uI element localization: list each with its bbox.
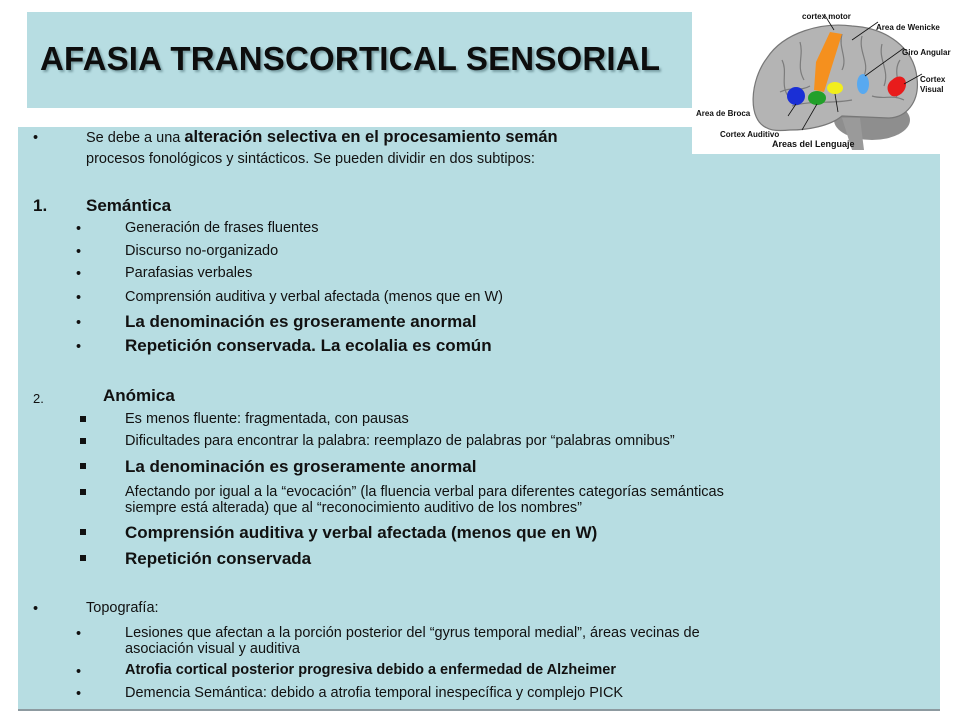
bullet-dot: • bbox=[76, 686, 82, 702]
label-cortex-visual-1: Cortex bbox=[920, 75, 946, 84]
list-item: Lesiones que afectan a la porción posterior del “gyrus temporal medial”, áreas vecinas de bbox=[125, 625, 700, 641]
brain-language-areas-diagram bbox=[692, 0, 957, 154]
label-areas-lenguaje: Areas del Lenguaje bbox=[772, 139, 855, 149]
wernicke-area bbox=[827, 82, 843, 94]
bullet-dot: • bbox=[76, 244, 82, 260]
square-bullet bbox=[80, 555, 86, 561]
bottom-divider bbox=[18, 709, 940, 711]
list-item: Discurso no-organizado bbox=[125, 243, 279, 259]
intro-bold-text: alteración selectiva en el procesamiento semán bbox=[184, 128, 558, 146]
angular-gyrus-area bbox=[857, 74, 869, 94]
square-bullet bbox=[80, 416, 86, 422]
bullet-dot: • bbox=[76, 221, 82, 237]
square-bullet bbox=[80, 529, 86, 535]
broca-area bbox=[787, 87, 805, 105]
label-giro-angular: Giro Angular bbox=[902, 48, 951, 57]
list-item: Demencia Semántica: debido a atrofia temporal inespecífica y complejo PICK bbox=[125, 685, 624, 701]
list-item: La denominación es groseramente anormal bbox=[125, 312, 477, 331]
list-item: Comprensión auditiva y verbal afectada (menos que en W) bbox=[125, 289, 503, 305]
bullet-dot: • bbox=[76, 626, 82, 642]
list-item-continuation: siempre está alterada) que al “reconocimiento auditivo de los nombres” bbox=[125, 500, 582, 516]
list-item: Atrofia cortical posterior progresiva debido a enfermedad de Alzheimer bbox=[125, 662, 616, 678]
list-item: Afectando por igual a la “evocación” (la fluencia verbal para diferentes categorías semánticas bbox=[125, 484, 724, 500]
bullet-dot: • bbox=[76, 339, 82, 355]
label-wenicke: Area de Wenicke bbox=[876, 23, 940, 32]
brain-illustration bbox=[692, 0, 957, 154]
list-item: Es menos fluente: fragmentada, con pausas bbox=[125, 411, 409, 427]
slide-title: AFASIA TRANSCORTICAL SENSORIAL bbox=[40, 40, 661, 77]
square-bullet bbox=[80, 489, 86, 495]
list-item: Repetición conservada. La ecolalia es común bbox=[125, 336, 492, 355]
section-number-1: 1. bbox=[33, 196, 48, 215]
section-heading-semantica: Semántica bbox=[86, 196, 172, 215]
intro-line-2: procesos fonológicos y sintácticos. Se pueden dividir en dos subtipos: bbox=[86, 151, 535, 167]
label-cortex-auditivo: Cortex Auditivo bbox=[720, 130, 780, 139]
bullet-dot: • bbox=[76, 315, 82, 331]
list-item: Repetición conservada bbox=[125, 549, 312, 568]
list-item-continuation: asociación visual y auditiva bbox=[125, 641, 300, 657]
square-bullet bbox=[80, 463, 86, 469]
list-item: Generación de frases fluentes bbox=[125, 220, 319, 236]
bullet-dot: • bbox=[76, 664, 82, 680]
bullet-dot: • bbox=[76, 266, 82, 282]
intro-text: Se debe a una bbox=[86, 130, 185, 146]
square-bullet bbox=[80, 438, 86, 444]
label-cortex-motor: cortex motor bbox=[802, 12, 851, 21]
list-item: La denominación es groseramente anormal bbox=[125, 457, 477, 476]
bullet-dot: • bbox=[33, 130, 39, 146]
section-heading-anomica: Anómica bbox=[103, 386, 175, 405]
section-heading-topografia: Topografía: bbox=[86, 600, 159, 616]
bullet-dot: • bbox=[33, 601, 39, 617]
list-item: Comprensión auditiva y verbal afectada (menos que en W) bbox=[125, 523, 598, 542]
label-broca: Area de Broca bbox=[696, 109, 751, 118]
list-item: Parafasias verbales bbox=[125, 265, 253, 281]
list-item: Dificultades para encontrar la palabra: reemplazo de palabras por “palabras omnibus” bbox=[125, 433, 675, 449]
label-cortex-visual-2: Visual bbox=[920, 85, 944, 94]
intro-line-1 bbox=[86, 128, 558, 147]
bullet-dot: • bbox=[76, 290, 82, 306]
section-number-2: 2. bbox=[33, 391, 44, 406]
auditory-cortex-area bbox=[808, 91, 826, 105]
